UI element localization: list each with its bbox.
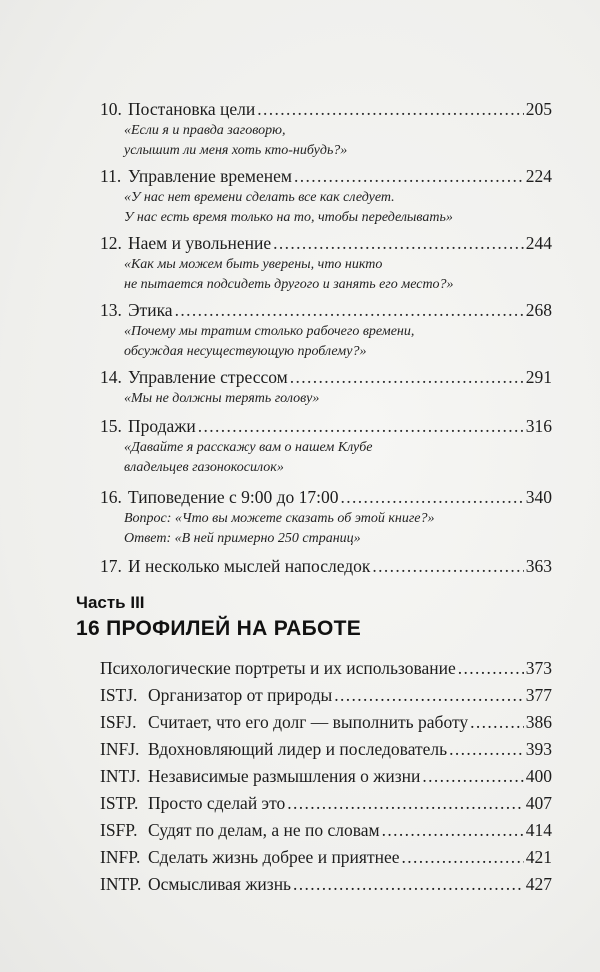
page-number: 386 — [525, 712, 552, 732]
leader-dots — [372, 554, 523, 578]
profile-code: INTP. — [100, 874, 142, 894]
profile-title: Просто сделай это — [148, 793, 286, 813]
profile-title: Независимые размышления о жизни — [148, 766, 421, 786]
page-number: 363 — [525, 556, 552, 576]
toc-entry-chapter-13[interactable] — [100, 298, 552, 322]
profile-title: Вдохновляющий лидер и последователь — [148, 739, 448, 759]
toc-entry-chapter-16[interactable] — [100, 485, 552, 509]
profile-title: Организатор от природы — [148, 685, 333, 705]
chapter-epigraph-line: не пытается подсидеть другого и занять его место?» — [124, 277, 454, 292]
profile-title: Считает, что его долг — выполнить работу — [148, 712, 469, 732]
toc-entry-intro[interactable] — [100, 656, 552, 680]
chapter-title: Продажи — [128, 416, 196, 436]
leader-dots — [449, 737, 524, 761]
profile-code: ISTJ. — [100, 685, 138, 705]
toc-entry-profile-infj[interactable] — [100, 737, 552, 761]
chapter-epigraph-line — [124, 529, 361, 549]
leader-dots — [422, 764, 523, 788]
toc-entry-profile-isfj[interactable] — [100, 710, 552, 734]
profile-title: Осмысливая жизнь — [148, 874, 292, 894]
leader-dots — [198, 414, 524, 438]
chapter-number: 16. — [100, 487, 122, 507]
page-number: 427 — [525, 874, 552, 894]
leader-dots — [257, 97, 524, 121]
chapter-title: И несколько мыслей напоследок — [128, 556, 371, 576]
page-number: 414 — [525, 820, 552, 840]
page-number: 316 — [525, 416, 552, 436]
chapter-title: Наем и увольнение — [128, 233, 272, 253]
profile-code: ISFJ. — [100, 712, 137, 732]
page-number: 224 — [525, 166, 552, 186]
leader-dots — [334, 683, 523, 707]
chapter-number: 15. — [100, 416, 122, 436]
chapter-epigraph-line: «У нас нет времени сделать все как следует. — [124, 190, 395, 205]
toc-entry-profile-isfp[interactable] — [100, 818, 552, 842]
profile-code: INFJ. — [100, 739, 140, 759]
chapter-title: Управление временем — [128, 166, 292, 186]
chapter-number: 12. — [100, 233, 122, 253]
toc-entry-profile-infp[interactable] — [100, 845, 552, 869]
page-number: 377 — [525, 685, 552, 705]
page-number: 291 — [525, 367, 552, 387]
page-number: 244 — [525, 233, 552, 253]
toc-entry-chapter-14[interactable] — [100, 365, 552, 389]
chapter-title: Управление стрессом — [128, 367, 288, 387]
leader-dots — [458, 656, 524, 680]
chapter-number: 14. — [100, 367, 122, 387]
intro-title: Психологические портреты и их использование — [100, 658, 456, 678]
page-number: 205 — [525, 99, 552, 119]
toc-entry-chapter-12[interactable] — [100, 231, 552, 255]
profile-title: Сделать жизнь добрее и приятнее — [148, 847, 400, 867]
toc-entry-chapter-15[interactable] — [100, 414, 552, 438]
part-label: Часть III — [76, 593, 145, 612]
chapter-epigraph-line: «Мы не должны терять голову» — [124, 391, 320, 406]
page-number: 268 — [525, 300, 552, 320]
leader-dots — [341, 485, 524, 509]
leader-dots — [175, 298, 524, 322]
toc-entry-chapter-11[interactable] — [100, 164, 552, 188]
toc-entry-profile-istj[interactable] — [100, 683, 552, 707]
chapter-epigraph-line: У нас есть время только на то, чтобы переделывать» — [124, 210, 453, 225]
epigraph-question: Вопрос: «Что вы можете сказать об этой книге?» — [124, 511, 435, 526]
chapter-number: 13. — [100, 300, 122, 320]
profile-code: INFP. — [100, 847, 141, 867]
profile-title: Судят по делам, а не по словам — [148, 820, 380, 840]
leader-dots — [402, 845, 524, 869]
leader-dots — [382, 818, 524, 842]
leader-dots — [290, 365, 524, 389]
chapter-title: Постановка цели — [128, 99, 256, 119]
page-number: 373 — [525, 658, 552, 678]
chapter-title: Этика — [128, 300, 173, 320]
toc-entry-chapter-17[interactable] — [100, 554, 552, 578]
page-number: 421 — [525, 847, 552, 867]
toc-entry-profile-intp[interactable] — [100, 872, 552, 896]
leader-dots — [470, 710, 524, 734]
profile-code: ISFP. — [100, 820, 138, 840]
chapter-number: 17. — [100, 556, 122, 576]
chapter-epigraph-line — [124, 509, 435, 529]
chapter-epigraph-line: обсуждая несуществующую проблему?» — [124, 344, 367, 359]
page-number: 407 — [525, 793, 552, 813]
chapter-epigraph-line: «Почему мы тратим столько рабочего времени, — [124, 324, 415, 339]
chapter-number: 10. — [100, 99, 122, 119]
leader-dots — [294, 164, 524, 188]
chapter-epigraph-line: владельцев газонокосилок» — [124, 460, 284, 475]
toc-entry-chapter-10[interactable] — [100, 97, 552, 121]
page-number: 393 — [525, 739, 552, 759]
chapter-epigraph-line: «Давайте я расскажу вам о нашем Клубе — [124, 440, 373, 455]
leader-dots — [293, 872, 524, 896]
epigraph-answer: Ответ: «В ней примерно 250 страниц» — [124, 531, 361, 546]
chapter-number: 11. — [100, 166, 122, 186]
leader-dots — [287, 791, 524, 815]
toc-entry-profile-istp[interactable] — [100, 791, 552, 815]
profile-code: ISTP. — [100, 793, 139, 813]
page-number: 340 — [525, 487, 552, 507]
chapter-epigraph-line: «Если я и правда заговорю, — [124, 123, 286, 138]
chapter-epigraph-line: «Как мы можем быть уверены, что никто — [124, 257, 383, 272]
toc-entry-profile-intj[interactable] — [100, 764, 552, 788]
part-title: 16 ПРОФИЛЕЙ НА РАБОТЕ — [76, 617, 362, 640]
chapter-title: Типоведение с 9:00 до 17:00 — [128, 487, 339, 507]
chapter-epigraph-line: услышит ли меня хоть кто-нибудь?» — [124, 143, 348, 158]
profile-code: INTJ. — [100, 766, 141, 786]
leader-dots — [273, 231, 524, 255]
page-number: 400 — [525, 766, 552, 786]
